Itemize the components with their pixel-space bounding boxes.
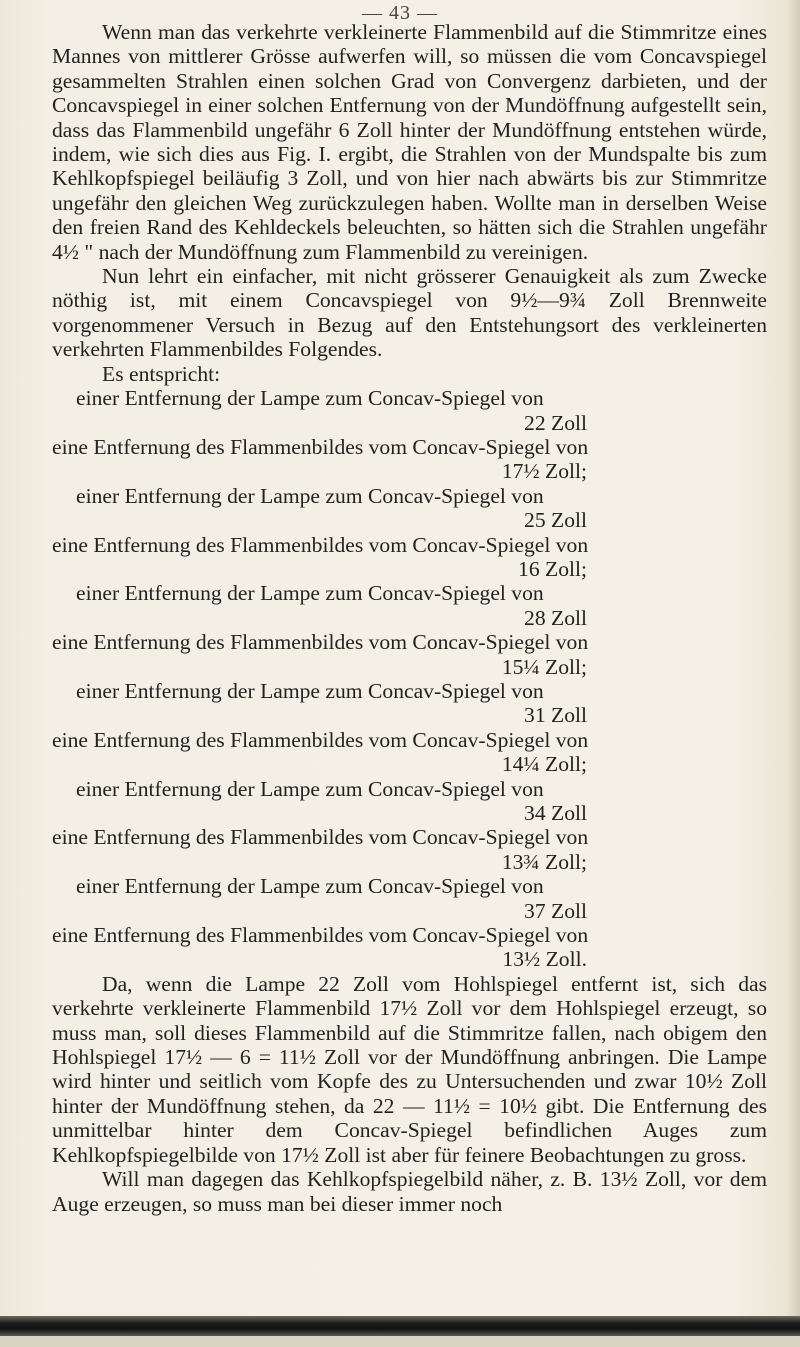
measurement-text: eine Entfernung des Flammenbildes vom Concav-Spiegel von [52,825,589,850]
measurement-value: 37 Zoll [524,898,587,923]
measurement-value: 17½ Zoll; [501,459,587,484]
measurement-text: einer Entfernung der Lampe zum Concav-Spiegel von [76,678,544,703]
measurement-text: eine Entfernung des Flammenbildes vom Concav-Spiegel von [52,434,589,459]
measurement-row [52,484,767,533]
measurement-text: einer Entfernung der Lampe zum Concav-Spiegel von [76,581,544,606]
paragraph-closing: Will man dagegen das Kehlkopfspiegelbild näher, z. B. 13½ Zoll, vor dem Auge erzeugen, so muss man bei dieser immer noch [52,1167,767,1216]
paragraph-conclusion: Da, wenn die Lampe 22 Zoll vom Hohlspiegel entfernt ist, sich das verkehrte verkleinerte Flammenbild 17½ Zoll vor dem Hohlspiegel erzeugt, so muss man, soll dieses Flammenbild auf die Stimmritze fallen, nach obigem den Hohlspiegel 17½ — 6 = 11½ Zoll vor der Mundöffnung anbringen. Die Lampe wird hinter und seitlich vom Kopfe des zu Untersuchenden und zwar 10½ Zoll hinter der Mundöffnung stehen, da 22 — 11½ = 10½ gibt. Die Entfernung des unmittelbar hinter dem Concav-Spiegel befindlichen Auges zum Kehlkopfspiegelbilde von 17½ Zoll ist aber für feinere Beobachtungen zu gross. [52,971,767,1167]
measurement-value: 25 Zoll [524,508,587,533]
measurement-row [52,777,767,826]
measurement-row [52,630,767,679]
measurement-value: 16 Zoll; [518,556,587,581]
measurement-text: eine Entfernung des Flammenbildes vom Concav-Spiegel von [52,630,589,655]
measurement-row [52,679,767,728]
measurement-list [52,386,767,972]
measurement-value: 31 Zoll [524,703,587,728]
measurement-row [52,825,767,874]
measurement-row [52,874,767,923]
measurement-text: einer Entfernung der Lampe zum Concav-Spiegel von [76,776,544,801]
measurement-value: 13½ Zoll. [502,947,587,972]
bottom-scan-rule [0,1316,800,1336]
measurement-row [52,386,767,435]
paragraph-intro: Wenn man das verkehrte verkleinerte Flammenbild auf die Stimmritze eines Mannes von mittlerer Grösse aufwerfen will, so müssen die vom Concavspiegel gesammelten Strahlen einen solchen Grad von Convergenz darbieten, und der Concavspiegel in einer solchen Entfernung von der Mundöffnung aufgestellt sein, dass das Flammenbild ungefähr 6 Zoll hinter der Mundöffnung entstehen würde, indem, wie sich dies aus Fig. I. ergibt, die Strahlen von der Mundspalte bis zum Kehlkopfspiegel beiläufig 3 Zoll, und von hier nach abwärts bis zur Stimmritze ungefähr den gleichen Weg zurückzulegen haben. Wollte man in derselben Weise den freien Rand des Kehldeckels beleuchten, so hätten sich die Strahlen ungefähr 4½ " nach der Mundöffnung zum Flammenbild zu vereinigen. [52,20,767,264]
measurement-value: 22 Zoll [524,410,587,435]
measurement-row [52,581,767,630]
measurement-text: eine Entfernung des Flammenbildes vom Concav-Spiegel von [52,532,589,557]
measurement-value: 34 Zoll [524,801,587,825]
measurement-row [52,533,767,582]
measurement-text: eine Entfernung des Flammenbildes vom Concav-Spiegel von [52,923,589,948]
measurement-row [52,923,767,972]
measurement-text: einer Entfernung der Lampe zum Concav-Spiegel von [76,874,544,899]
body-text [52,20,767,1216]
measurement-row [52,435,767,484]
measurement-text: einer Entfernung der Lampe zum Concav-Spiegel von [76,386,544,411]
measurement-row [52,728,767,777]
page-number: — 43 — [362,2,438,24]
page-gutter-shadow [786,0,800,1347]
measurement-value: 13¾ Zoll; [501,849,587,874]
measurement-text: eine Entfernung des Flammenbildes vom Concav-Spiegel von [52,727,589,752]
measurement-value: 14¼ Zoll; [501,752,587,777]
measurement-text: einer Entfernung der Lampe zum Concav-Spiegel von [76,483,544,508]
paragraph-experiment: Nun lehrt ein einfacher, mit nicht grösserer Genauigkeit als zum Zwecke nöthig ist, mit einem Concavspiegel von 9½—9¾ Zoll Brennweite vorgenommener Versuch in Bezug auf den Entstehungsort des verkleinerten verkehrten Flammenbildes Folgendes. [52,264,767,362]
paragraph-es-entspricht: Es entspricht: [102,361,221,386]
bottom-page-edge [0,1336,800,1347]
measurement-value: 15¼ Zoll; [501,654,587,679]
measurement-value: 28 Zoll [524,605,587,630]
